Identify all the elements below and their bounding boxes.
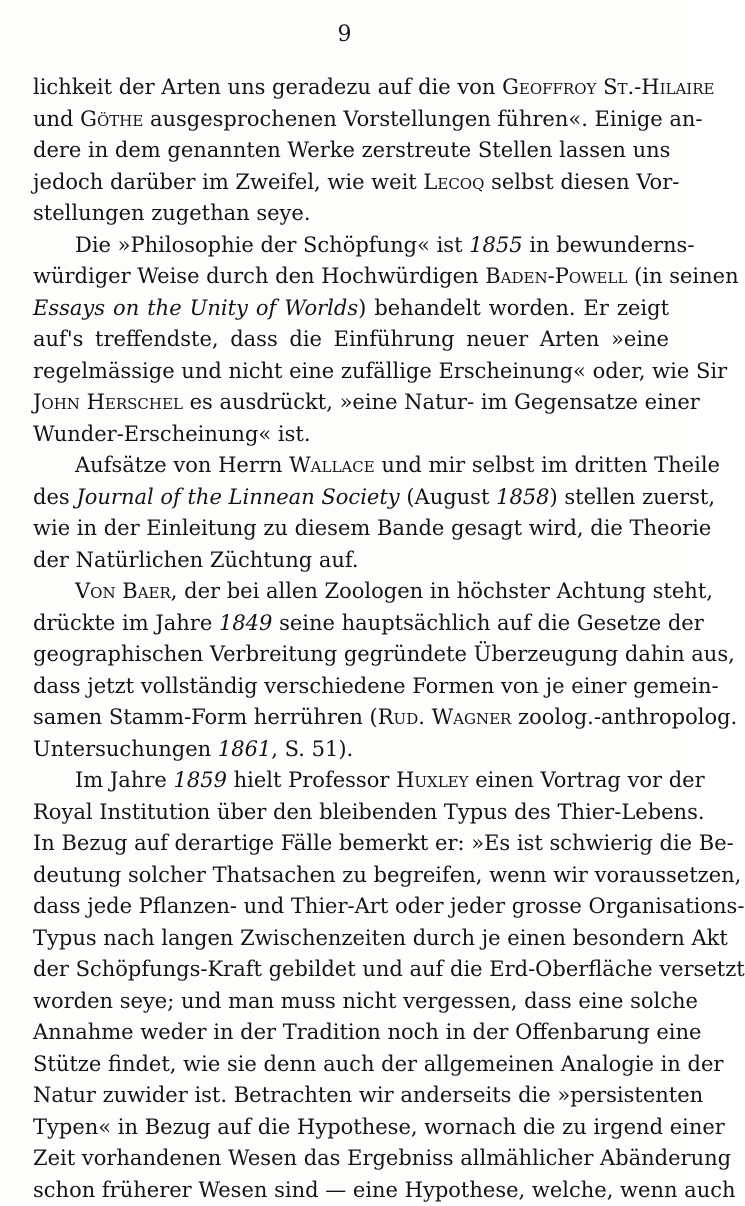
text-segment: , der bei allen Zoologen in höchster Achtung steht, (171, 579, 713, 603)
text-segment: worden seye; und man muss nicht vergessen, dass eine solche (33, 989, 698, 1013)
text-line (33, 419, 669, 451)
text-line (33, 356, 669, 388)
page-number: 9 (0, 22, 689, 47)
text-line (33, 135, 669, 167)
italic-text: 1861 (218, 737, 271, 761)
text-segment: drückte im Jahre (33, 611, 219, 635)
text-segment: , S. 51). (271, 737, 353, 761)
small-caps-name: Rud. Wagner (378, 705, 512, 729)
text-segment: und mir selbst im dritten Theile (375, 453, 720, 477)
text-segment: Typen« in Bezug auf die Hypothese, wornach die zu irgend einer (33, 1115, 725, 1139)
text-line (33, 1049, 669, 1081)
text-segment: Royal Institution über den bleibenden Typus des Thier-Lebens. (33, 800, 705, 824)
text-segment: lichkeit der Arten uns geradezu auf die von (33, 75, 502, 99)
text-segment: der Natürlichen Züchtung auf. (33, 548, 359, 572)
small-caps-name: Von Baer (75, 579, 171, 603)
text-line (33, 1017, 669, 1049)
italic-text: 1849 (219, 611, 272, 635)
text-segment: ) stellen zuerst, (550, 485, 716, 509)
text-segment: deutung solcher Thatsachen zu begreifen, wenn wir voraussetzen, (33, 863, 741, 887)
text-line (33, 765, 669, 797)
text-line (33, 734, 669, 766)
text-segment: ausgesprochenen Vorstellungen führen«. Einige an- (143, 107, 702, 131)
small-caps-name: Lecoq (423, 170, 484, 194)
text-line (33, 261, 669, 293)
text-line (33, 671, 669, 703)
small-caps-name: Baden-Powell (485, 264, 627, 288)
italic-text: 1858 (496, 485, 549, 509)
text-segment: Annahme weder in der Tradition noch in der Offenbarung eine (33, 1020, 701, 1044)
text-segment: schon früherer Wesen sind — eine Hypothese, welche, wenn auch (33, 1178, 736, 1202)
text-segment: Typus nach langen Zwischenzeiten durch je einen besondern Akt (33, 926, 728, 950)
text-segment: Zeit vorhandenen Wesen das Ergebniss allmählicher Abänderung (33, 1146, 731, 1170)
text-line (33, 639, 669, 671)
text-segment: Stütze findet, wie sie denn auch der allgemeinen Analogie in der (33, 1052, 723, 1076)
text-line (33, 104, 669, 136)
text-line (33, 198, 669, 230)
text-segment: auf's treffendste, dass die Einführung neuer Arten »eine (33, 327, 669, 351)
text-segment: dere in dem genannten Werke zerstreute Stellen lassen uns (33, 138, 670, 162)
text-line (33, 923, 669, 955)
text-line (33, 1080, 669, 1112)
small-caps-name: Geoffroy St.-Hilaire (502, 75, 714, 99)
text-segment: Im Jahre (75, 768, 174, 792)
text-segment: regelmässige und nicht eine zufällige Erscheinung« oder, wie Sir (33, 359, 727, 383)
small-caps-name: John Herschel (33, 390, 183, 414)
text-segment: jedoch darüber im Zweifel, wie weit (33, 170, 423, 194)
text-segment: In Bezug auf derartige Fälle bemerkt er: »Es ist schwierig die Be- (33, 831, 734, 855)
text-segment: dass jetzt vollständig verschiedene Formen von je einer gemein- (33, 674, 719, 698)
text-segment: wie in der Einleitung zu diesem Bande gesagt wird, die Theorie (33, 516, 711, 540)
text-line (33, 860, 669, 892)
small-caps-name: Huxley (396, 768, 468, 792)
text-segment: Die »Philosophie der Schöpfung« ist (75, 233, 469, 257)
text-line (33, 167, 669, 199)
text-segment: (August (400, 485, 496, 509)
italic-text: Essays on the Unity of Worlds (33, 296, 358, 320)
text-line (33, 513, 669, 545)
text-segment: ) behandelt worden. Er zeigt (358, 296, 669, 320)
text-line (33, 891, 669, 923)
text-line (33, 954, 669, 986)
text-segment: (in seinen (627, 264, 738, 288)
text-line (33, 986, 669, 1018)
text-line (33, 1175, 669, 1206)
small-caps-name: Wallace (289, 453, 375, 477)
italic-text: 1859 (174, 768, 227, 792)
text-segment: stellungen zugethan seye. (33, 201, 311, 225)
text-line (33, 482, 669, 514)
body-text (33, 72, 669, 1206)
text-line (33, 387, 669, 419)
text-line (33, 1112, 669, 1144)
text-segment: zoolog.-anthropolog. (511, 705, 737, 729)
text-line (33, 702, 669, 734)
text-segment: Aufsätze von Herrn (75, 453, 289, 477)
text-segment: Untersuchungen (33, 737, 218, 761)
text-line (33, 797, 669, 829)
italic-text: 1855 (469, 233, 522, 257)
text-line (33, 324, 669, 356)
text-segment: seine hauptsächlich auf die Gesetze der (272, 611, 703, 635)
text-segment: des (33, 485, 76, 509)
text-line (33, 230, 669, 262)
text-segment: in bewunderns- (523, 233, 695, 257)
italic-text: Journal of the Linnean Society (76, 485, 399, 509)
text-line (33, 576, 669, 608)
text-segment: hielt Professor (227, 768, 396, 792)
text-segment: und (33, 107, 80, 131)
text-line (33, 1143, 669, 1175)
text-line (33, 608, 669, 640)
text-segment: einen Vortrag vor der (469, 768, 705, 792)
text-segment: dass jede Pflanzen- und Thier-Art oder jeder grosse Organisations- (33, 894, 744, 918)
text-segment: Wunder-Erscheinung« ist. (33, 422, 311, 446)
text-line (33, 828, 669, 860)
text-segment: Natur zuwider ist. Betrachten wir anderseits die »persistenten (33, 1083, 703, 1107)
text-line (33, 293, 669, 325)
text-segment: der Schöpfungs-Kraft gebildet und auf die Erd-Oberfläche versetzt (33, 957, 745, 981)
text-segment: samen Stamm-Form herrühren ( (33, 705, 378, 729)
text-segment: geographischen Verbreitung gegründete Überzeugung dahin aus, (33, 642, 735, 666)
text-segment: selbst diesen Vor- (484, 170, 679, 194)
small-caps-name: Göthe (80, 107, 143, 131)
text-line (33, 72, 669, 104)
text-line (33, 450, 669, 482)
text-segment: würdiger Weise durch den Hochwürdigen (33, 264, 485, 288)
text-segment: es ausdrückt, »eine Natur- im Gegensatze einer (183, 390, 700, 414)
text-line (33, 545, 669, 577)
